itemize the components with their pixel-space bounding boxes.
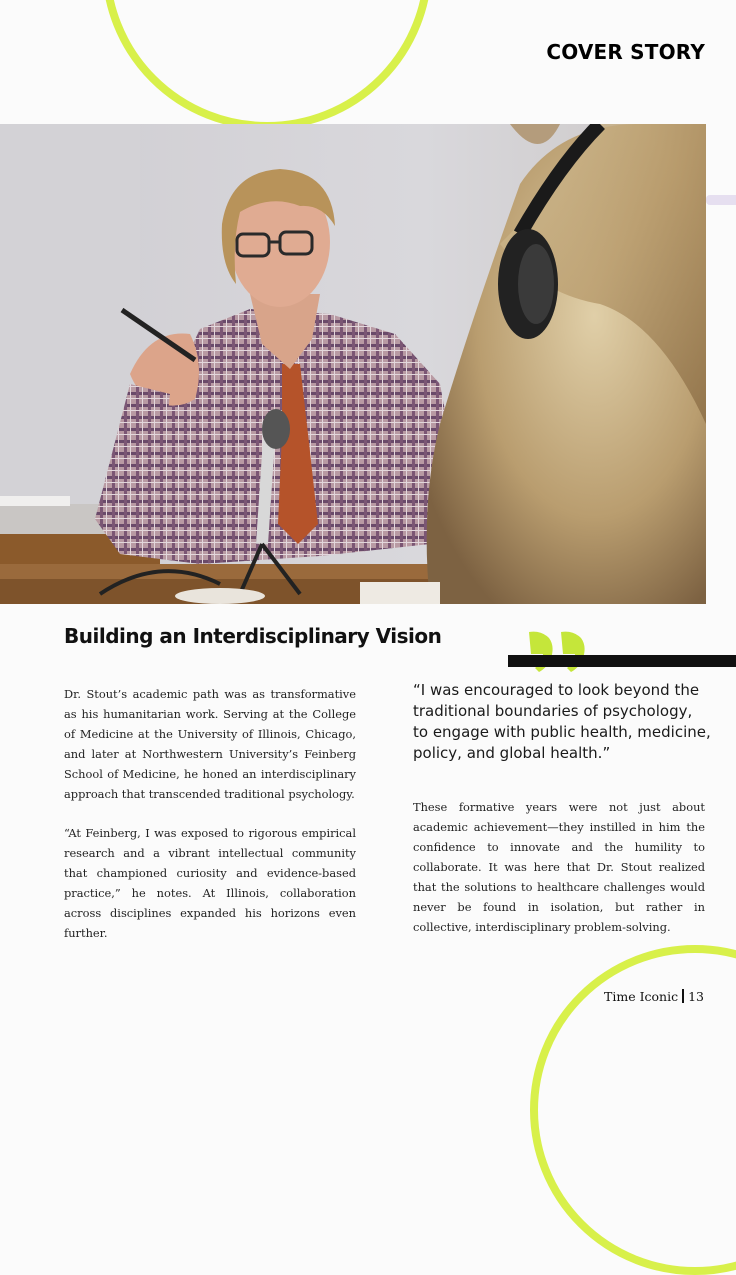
section-label: COVER STORY <box>546 40 705 64</box>
publication-name: Time Iconic <box>604 989 679 1004</box>
body-paragraph: Dr. Stout’s academic path was as transformative as his humanitarian work. Serving at the College of Medicine at the University of Illinois, Chicago, and later at Northwestern University’s Feinberg School of Medicine, he honed an interdisciplinary approach that transcended traditional psychology. <box>64 687 356 801</box>
page-footer <box>604 989 704 1004</box>
decorative-side-tab <box>706 195 736 205</box>
footer-divider <box>682 989 684 1003</box>
decorative-circle-top <box>102 0 432 130</box>
cover-photo <box>0 124 706 604</box>
body-paragraph: These formative years were not just about academic achievement—they instilled in him the confidence to innovate and the humility to collaborate. It was here that Dr. Stout realized that the solutions to healthcare challenges would never be found in isolation, but rather in collective, interdisciplinary problem-solving. <box>413 800 705 934</box>
article-headline: Building an Interdisciplinary Vision <box>64 624 442 648</box>
quote-divider-bar <box>508 655 736 667</box>
article-right-column <box>413 797 705 937</box>
article-left-column <box>64 684 356 962</box>
pull-quote: “I was encouraged to look beyond the traditional boundaries of psychology, to engage with public health, medicine, policy, and global health.” <box>413 681 711 762</box>
page-number: 13 <box>688 989 704 1004</box>
quote-icon <box>527 628 591 674</box>
body-paragraph: “At Feinberg, I was exposed to rigorous empirical research and a vibrant intellectual community that championed curiosity and evidence-based practice,” he notes. At Illinois, collaboration across disciplines expanded his horizons even further. <box>64 826 356 940</box>
